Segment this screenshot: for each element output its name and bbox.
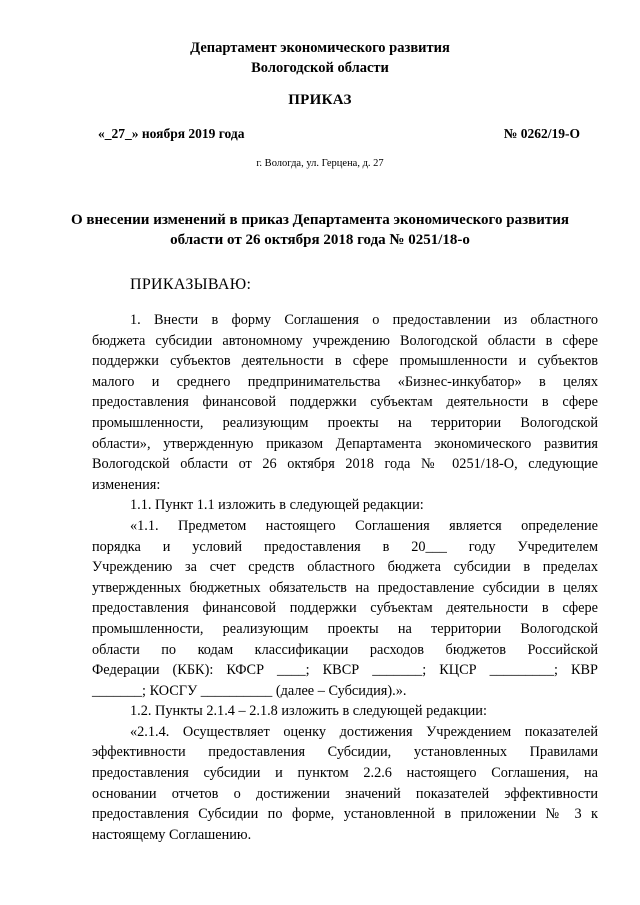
- order-directive: ПРИКАЗЫВАЮ:: [130, 276, 252, 293]
- body-line: поддержки субъектов деятельности в сфере промышленности и субъектов: [92, 353, 598, 370]
- order-subject: [0, 210, 640, 250]
- body-line: области», утвержденную приказом Департамента экономического развития: [92, 435, 598, 452]
- body-line: промышленности, реализующим проекты на территории Вологодской: [92, 620, 598, 637]
- subject-line: О внесении изменений в приказ Департамента экономического развития: [71, 212, 569, 228]
- department-header: [0, 38, 640, 78]
- body-line: предоставления субсидии и пунктом 2.2.6 настоящего Соглашения, на: [92, 765, 598, 782]
- body-line: утвержденных бюджетных обязательств на предоставление субсидии в целях: [92, 579, 598, 596]
- body-line: 1.2. Пункты 2.1.4 – 2.1.8 изложить в следующей редакции:: [130, 703, 487, 720]
- body-line: Учреждению за счет средств областного бюджета субсидии в пределах: [92, 559, 598, 576]
- order-number: № 0262/19-О: [503, 126, 580, 141]
- subject-line: области от 26 октября 2018 года № 0251/18-о: [170, 232, 470, 248]
- order-place: г. Вологда, ул. Герцена, д. 27: [256, 158, 384, 169]
- body-line: Федерации (КБК): КФСР ____; КВСР _______; КЦСР _________; КВР: [92, 662, 598, 679]
- body-line: предоставления Субсидии по форме, установленной в приложении № 3 к: [92, 806, 598, 823]
- body-line: 1. Внести в форму Соглашения о предоставлении из областного: [130, 312, 598, 328]
- body-line: настоящему Соглашению.: [92, 826, 252, 843]
- body-line: порядка и условий предоставления в 20___ году Учредителем: [92, 538, 598, 555]
- order-date: «_27_» ноября 2019 года: [98, 126, 245, 141]
- body-line: малого и среднего предпринимательства «Бизнес-инкубатор» в целях: [92, 373, 598, 390]
- body-line: предоставления финансовой поддержки субъектам деятельности в сфере: [92, 600, 598, 617]
- body-line: «2.1.4. Осуществляет оценку достижения Учреждением показателей: [130, 723, 598, 740]
- region-name: Вологодской области: [251, 60, 389, 76]
- body-line: предоставления финансовой поддержки субъектам деятельности в сфере: [92, 394, 598, 411]
- body-line: промышленности, реализующим проекты на территории Вологодской: [92, 414, 598, 431]
- body-line: «1.1. Предметом настоящего Соглашения является определение: [130, 517, 598, 534]
- body-line: Вологодской области от 26 октября 2018 года № 0251/18-О, следующие: [92, 456, 598, 473]
- body-line: эффективности предоставления Субсидии, установленных Правилами: [92, 744, 598, 761]
- body-line: изменения:: [92, 476, 161, 493]
- body-line: основании отчетов о достижении значений показателей эффективности: [92, 785, 598, 802]
- body-line: _______; КОСГУ __________ (далее – Субсидия).».: [92, 682, 407, 699]
- body-line: бюджета субсидии автономному учреждению Вологодской области в сфере: [92, 332, 598, 349]
- department-name: Департамент экономического развития: [190, 40, 450, 56]
- body-line: 1.1. Пункт 1.1 изложить в следующей редакции:: [130, 497, 424, 514]
- order-title: ПРИКАЗ: [288, 92, 352, 108]
- order-body: [92, 310, 598, 845]
- body-line: области по кодам классификации расходов бюджетов Российской: [92, 641, 598, 658]
